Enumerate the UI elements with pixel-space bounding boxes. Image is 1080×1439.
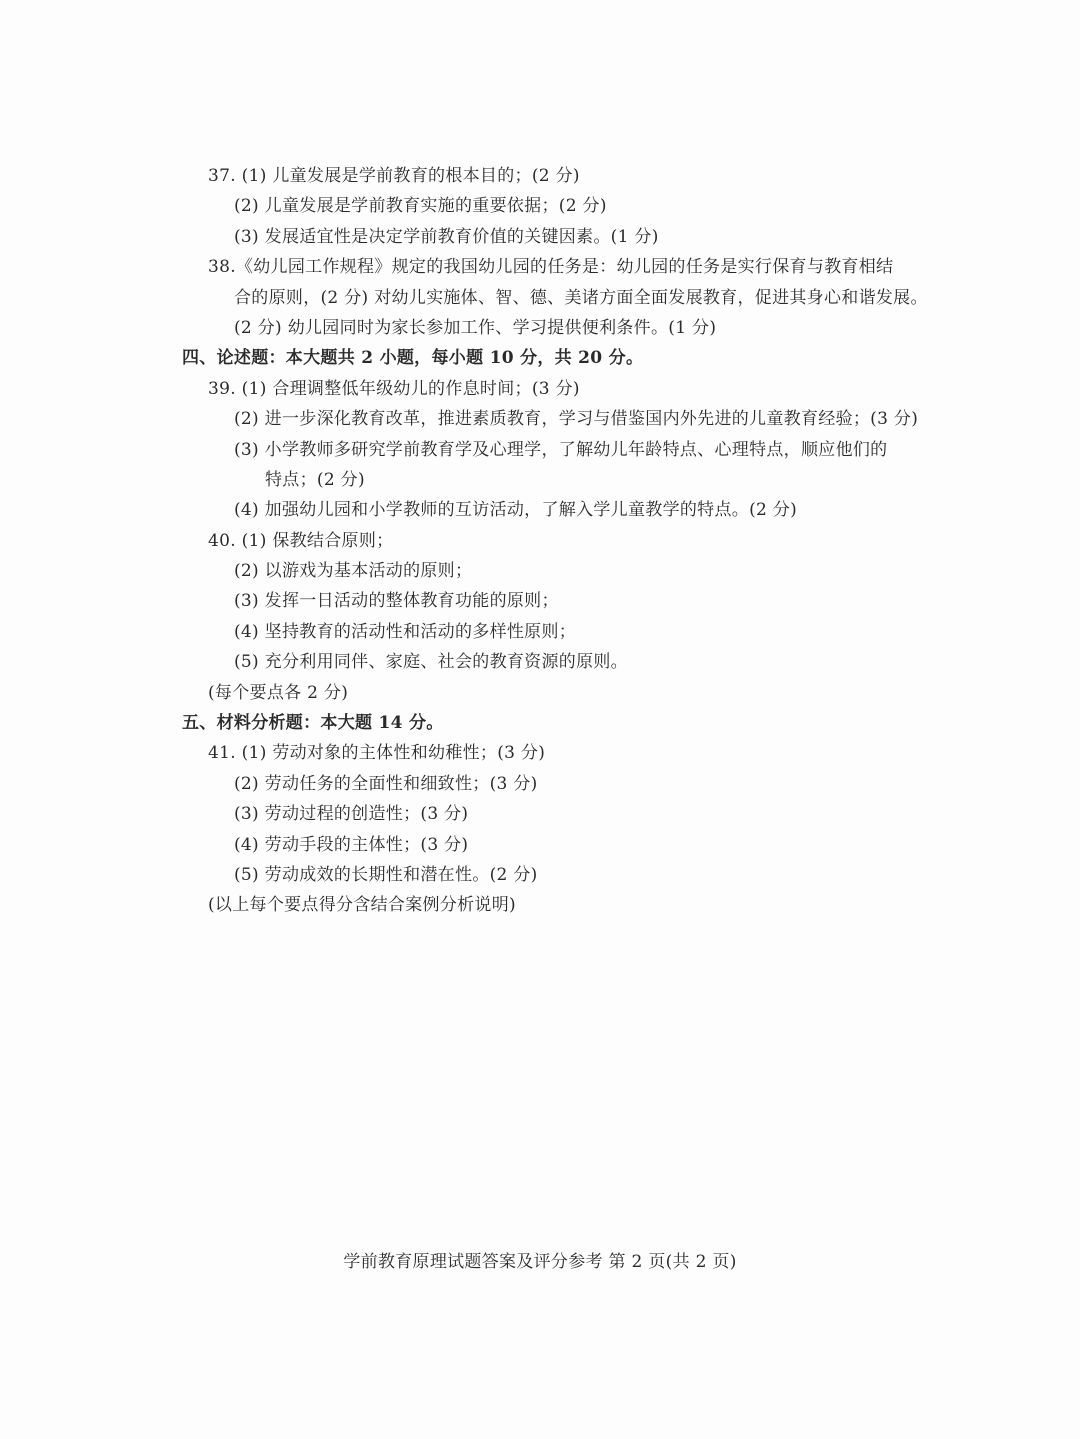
answer-line: (4) 劳动手段的主体性；(3 分) [234,834,469,855]
answer-line: (2 分) 幼儿园同时为家长参加工作、学习提供便利条件。(1 分) [234,317,717,338]
answer-content [182,161,928,921]
answer-line: (5) 充分利用同伴、家庭、社会的教育资源的原则。 [234,652,628,673]
section-heading: 四、论述题：本大题共 2 小题，每小题 10 分，共 20 分。 [182,348,644,369]
answer-line: (4) 加强幼儿园和小学教师的互访活动，了解入学儿童教学的特点。(2 分) [234,500,798,521]
answer-line: 特点；(2 分) [265,469,365,490]
answer-line: (3) 劳动过程的创造性；(3 分) [234,804,469,825]
answer-line: (4) 坚持教育的活动性和活动的多样性原则； [234,621,577,642]
answer-line: (3) 小学教师多研究学前教育学及心理学，了解幼儿年龄特点、心理特点，顺应他们的 [234,439,888,460]
answer-line: 41. (1) 劳动对象的主体性和幼稚性；(3 分) [208,743,546,764]
answer-line: (5) 劳动成效的长期性和潜在性。(2 分) [234,864,538,885]
answer-line: (2) 进一步深化教育改革，推进素质教育，学习与借鉴国内外先进的儿童教育经验；(3 分) [234,409,919,430]
section-heading: 五、材料分析题：本大题 14 分。 [182,713,444,734]
answer-line: 合的原则，(2 分) 对幼儿实施体、智、德、美诸方面全面发展教育，促进其身心和谐发展。 [234,287,928,308]
answer-line: (2) 劳动任务的全面性和细致性；(3 分) [234,773,538,794]
page-footer: 学前教育原理试题答案及评分参考 第 2 页(共 2 页) [343,1252,737,1272]
answer-line: 37. (1) 儿童发展是学前教育的根本目的；(2 分) [208,166,580,186]
answer-line: (3) 发展适宜性是决定学前教育价值的关键因素。(1 分) [234,226,659,247]
scoring-note: (以上每个要点得分含结合案例分析说明) [208,895,516,916]
scoring-note: (每个要点各 2 分) [208,682,349,703]
answer-line: (2) 儿童发展是学前教育实施的重要依据；(2 分) [234,196,607,217]
answer-line: (2) 以游戏为基本活动的原则； [234,561,473,582]
answer-line: 38.《幼儿园工作规程》规定的我国幼儿园的任务是：幼儿园的任务是实行保育与教育相结 [208,257,894,278]
answer-line: 40. (1) 保教结合原则； [208,530,394,551]
answer-line: (3) 发挥一日活动的整体教育功能的原则； [234,591,559,612]
answer-line: 39. (1) 合理调整低年级幼儿的作息时间；(3 分) [208,378,580,399]
